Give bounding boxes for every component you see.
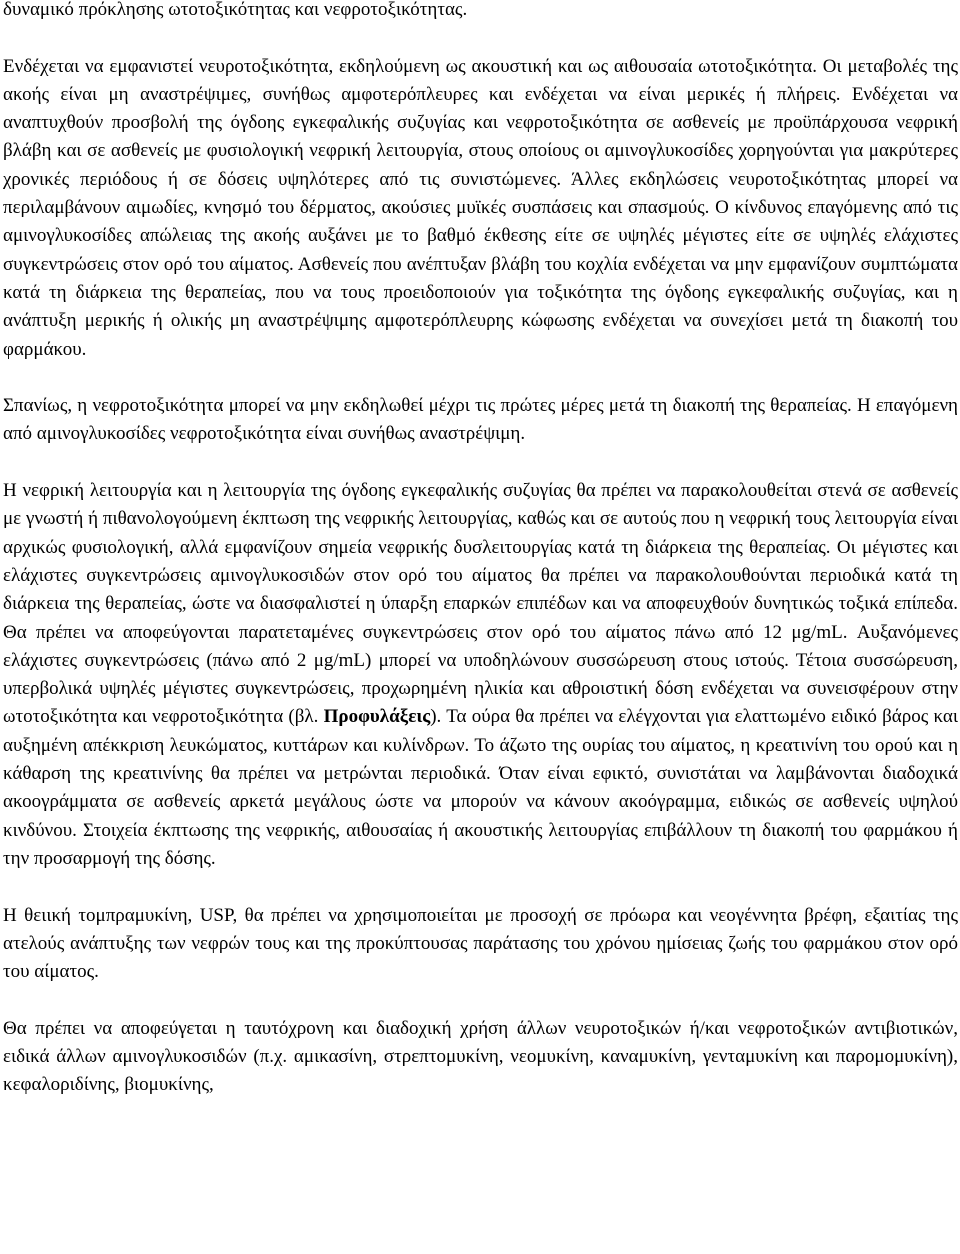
paragraph-3: Σπανίως, η νεφροτοξικότητα μπορεί να μην εκδηλωθεί μέχρι τις πρώτες μέρες μετά τη διακοπή της θεραπείας. Η επαγόμενη από αμινογλυκοσίδες νεφροτοξικότητα είναι συνήθως αναστρέψιμη. xyxy=(3,395,958,445)
paragraph-4-text-before: Η νεφρική λειτουργία και η λειτουργία της όγδοης εγκεφαλικής συζυγίας θα πρέπει να παρακολουθείται στενά σε ασθενείς με γνωστή ή πιθανολογούμενη έκπτωση της νεφρικής λειτουργίας, καθώς και σε αυτούς που η νεφρική τους λειτουργία είναι αρχικώς φυσιολογική, αλλά εμφανίζουν σημεία νεφρικής δυσλειτουργίας κατά τη διάρκεια της θεραπείας. Οι μέγιστες και ελάχιστες συγκεντρώσεις αμινογλυκοσιδών στον ορό του αίματος θα πρέπει να παρακολουθούνται περιοδικά κατά τη διάρκεια της θεραπείας, ώστε να διασφαλιστεί η ύπαρξη επαρκών επιπέδων και να αποφευχθούν δυνητικώς τοξικά επίπεδα. Θα πρέπει να αποφεύγονται παρατεταμένες συγκεντρώσεις στον ορό του αίματος πάνω από 12 μg/mL. Αυξανόμενες ελάχιστες συγκεντρώσεις (πάνω από 2 μg/mL) μπορεί να υποδηλώνουν συσσώρευση στους ιστούς. Τέτοια συσσώρευση, υπερβολικά υψηλές μέγιστες συγκεντρώσεις, προχωρημένη ηλικία και αθροιστική δόση ενδέχεται να συνεισφέρουν στην ωτοτοξικότητα και νεφροτοξικότητα (βλ. xyxy=(3,480,958,728)
paragraph-6: Θα πρέπει να αποφεύγεται η ταυτόχρονη και διαδοχική χρήση άλλων νευροτοξικών ή/και νεφροτοξικών αντιβιοτικών, ειδικά άλλων αμινογλυκοσιδών (π.χ. αμικασίνη, στρεπτομυκίνη, νεομυκίνη, καναμυκίνη, γενταμυκίνη και παρομομυκίνη), κεφαλοριδίνης, βιομυκίνης, xyxy=(3,1017,958,1096)
paragraph-5: Η θειική τομπραμυκίνη, USP, θα πρέπει να χρησιμοποιείται με προσοχή σε πρόωρα και νεογέννητα βρέφη, εξαιτίας της ατελούς ανάπτυξης των νεφρών τους και της προκύπτουσας παράτασης του χρόνου ημίσειας ζωής του φαρμάκου στον ορό του αίματος. xyxy=(3,904,958,983)
paragraph-2: Ενδέχεται να εμφανιστεί νευροτοξικότητα, εκδηλούμενη ως ακουστική και ως αιθουσαία ωτοτοξικότητα. Οι μεταβολές της ακοής είναι μη αναστρέψιμες, συνήθως αμφοτερόπλευρες και ενδέχεται να είναι μερικές ή πλήρεις. Ενδέχεται να αναπτυχθούν προσβολή της όγδοης εγκεφαλικής συζυγίας και νεφροτοξικότητα σε ασθενείς με προϋπάρχουσα νεφρική βλάβη και σε ασθενείς με φυσιολογική νεφρική λειτουργία, στους οποίους οι αμινογλυκοσίδες χορηγούνται για μακρύτερες χρονικές περιόδους ή σε δόσεις υψηλότερες από τις συνιστώμενες. Άλλες εκδηλώσεις νευροτοξικότητας μπορεί να περιλαμβάνουν αιμωδίες, κνησμό του δέρματος, ακούσιες μυϊκές συσπάσεις και σπασμούς. Ο κίνδυνος επαγόμενης από τις αμινογλυκοσίδες απώλειας της ακοής αυξάνει με το βαθμό έκθεσης είτε σε υψηλές μέγιστες είτε σε υψηλές ελάχιστες συγκεντρώσεις στον ορό του αίματος. Ασθενείς που ανέπτυξαν βλάβη του κοχλία ενδέχεται να μην εμφανίζουν συμπτώματα κατά τη διάρκεια της θεραπείας, που να τους προειδοποιούν για τοξικότητα της όγδοης εγκεφαλικής συζυγίας, και η ανάπτυξη μερικής ή ολικής μη αναστρέψιμης αμφοτερόπλευρης κώφωσης ενδέχεται να συνεχίσει μετά τη διακοπή του φαρμάκου. xyxy=(3,55,958,360)
paragraph-4-text-after: ). Τα ούρα θα πρέπει να ελέγχονται για ελαττωμένο ειδικό βάρος και αυξημένη απέκκριση λευκώματος, κυττάρων και κυλίνδρων. Το άζωτο της ουρίας του αίματος, η κρεατινίνη του ορού και η κάθαρση της κρεατινίνης θα πρέπει να μετρώνται περιοδικά. Όταν είναι εφικτό, συνιστάται να λαμβάνονται διαδοχικά ακοογράμματα σε ασθενείς αρκετά μεγάλους ώστε να μπορούν να κάνουν ακοόγραμμα, ειδικώς σε ασθενείς υψηλού κινδύνου. Στοιχεία έκπτωσης της νεφρικής, αιθουσαίας ή ακουστικής λειτουργίας επιβάλλουν τη διακοπή του φαρμάκου ή την προσαρμογή της δόσης. xyxy=(3,706,958,869)
paragraph-4 xyxy=(3,477,958,873)
precautions-reference: Προφυλάξεις xyxy=(323,706,431,728)
paragraph-1: δυναμικό πρόκλησης ωτοτοξικότητας και νεφροτοξικότητας. xyxy=(3,0,468,20)
